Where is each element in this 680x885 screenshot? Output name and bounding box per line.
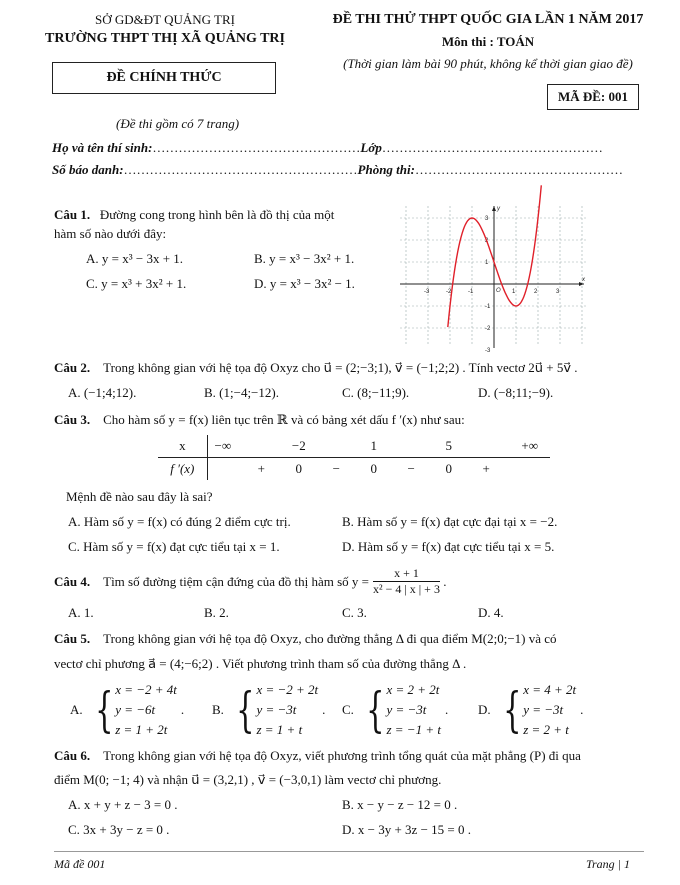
q2-option-b[interactable]: B. (1;−4;−12). [204,385,279,400]
name-field [52,140,603,156]
dept-name: SỞ GD&ĐT QUẢNG TRỊ [95,12,235,27]
sign-x-minus2: −2 [291,438,306,453]
q2-line [54,360,578,376]
sign-zero-1: 0 [295,461,303,476]
q5-option-c-brace: { [366,682,385,738]
x-tick-label: -2 [446,289,452,295]
q4-numerator: x + 1 [373,566,440,582]
q1-option-b[interactable]: B. y = x³ − 3x² + 1. [254,251,355,266]
q4-option-c[interactable]: C. 3. [342,605,367,620]
sign-table-fprime-row [158,458,550,481]
official-label: ĐỀ CHÍNH THỨC [106,70,222,85]
origin-label: O [496,288,501,294]
exam-title: ĐỀ THI THỬ THPT QUỐC GIA LẦN 1 NĂM 2017 [332,12,644,27]
footer-code: Mã đề 001 [54,857,106,871]
room-label: Phòng thi: [357,162,415,177]
q3-option-d[interactable]: D. Hàm số y = f(x) đạt cực tiểu tại x = 5. [342,539,555,554]
q1-label: Câu 1. [54,207,91,222]
q5-option-d-system [523,680,576,740]
y-tick-label: 2 [485,238,489,244]
y-tick-label: 3 [485,216,489,222]
school-name: TRƯỜNG THPT THỊ XÃ QUẢNG TRỊ [45,31,285,46]
sign-x-pos-inf: +∞ [521,438,539,453]
q5-d-eq-z: z = 2 + t [523,722,569,737]
q1-text1: Đường cong trong hình bên là đồ thị của một [99,207,335,222]
x-tick-label: -3 [424,289,430,295]
q5-line1 [54,631,557,647]
q5-a-eq-z: z = 1 + 2t [115,722,168,737]
sign-x-label: x [158,435,207,458]
q5-text1: Trong không gian với hệ tọa độ Oxyz, cho đường thẳng Δ đi qua điểm M(2;0;−1) và có [103,631,557,646]
q5-option-d-label: D. [478,702,491,717]
q4-option-a[interactable]: A. 1. [68,605,94,620]
q5-b-eq-x: x = −2 + 2t [256,682,319,697]
name-dots: ………………………………………… [152,140,361,155]
function-graph [398,202,588,354]
time-note: (Thời gian làm bài 90 phút, không kể thời gian giao đề) [343,56,633,71]
q6-option-c[interactable]: C. 3x + 3y − z = 0 . [68,822,170,837]
sign-fprime-label: f ′(x) [158,458,207,481]
q4-option-b[interactable]: B. 2. [204,605,229,620]
sign-minus-2: − [407,461,415,476]
sign-table [158,435,550,480]
q5-option-b-system [256,680,318,740]
q4-label: Câu 4. [54,573,91,589]
q5-option-d-brace: { [502,682,522,738]
q5-option-a-label: A. [70,702,83,717]
q2-option-c[interactable]: C. (8;−11;9). [342,385,410,400]
q1-line1 [54,207,334,223]
y-tick-label: -1 [485,304,491,310]
q5-d-eq-x: x = 4 + 2t [523,682,577,697]
exam-code: MÃ ĐỀ: 001 [557,89,629,104]
x-tick-label: 1 [512,289,516,295]
sbd-label: Số báo danh: [52,162,124,177]
q2-text: Trong không gian với hệ tọa độ Oxyz cho u⃗ = (2;−3;1), v⃗ = (−1;2;2) . Tính vectơ 2u⃗ + 5v⃗ . [103,360,578,375]
q5-option-a-brace: { [94,682,114,738]
y-axis-label: y [497,206,500,212]
q6-line1 [54,748,581,764]
q1-option-a[interactable]: A. y = x³ − 3x + 1. [86,251,184,266]
q4-text: Tìm số đường tiệm cận đứng của đồ thị hàm số y = [103,573,369,589]
q5-option-a-system [115,680,177,740]
q5-option-c-label: C. [342,702,354,717]
room-dots: ………………………………………… [414,162,623,177]
pages-note: (Đề thi gồm có 7 trang) [116,116,240,131]
sbd-dots: ……………………………………………… [123,162,358,177]
q6-option-a[interactable]: A. x + y + z − 3 = 0 . [68,797,178,812]
sbd-field [52,162,623,178]
q4-denominator: x² − 4 | x | + 3 [373,582,440,596]
graph-grid [400,206,586,346]
q1-option-d[interactable]: D. y = x³ − 3x² − 1. [254,276,355,291]
exam-code-box [547,84,639,110]
q5-option-d[interactable]: D. { x = 4 + 2t y = −3t z = 2 + t . [478,682,584,738]
q5-b-eq-z: z = 1 + t [256,722,303,737]
class-label: Lớp [360,140,382,155]
q5-c-eq-x: x = 2 + 2t [386,682,440,697]
x-tick-label: -1 [468,289,474,295]
q5-option-b-brace: { [236,682,255,738]
q2-option-a[interactable]: A. (−1;4;12). [68,385,137,400]
sign-x-5: 5 [445,438,452,453]
q5-c-eq-z: z = −1 + t [386,722,441,737]
q2-label: Câu 2. [54,360,91,375]
y-tick-label: 1 [485,260,489,266]
q3-label: Câu 3. [54,412,91,427]
q3-option-a[interactable]: A. Hàm số y = f(x) có đúng 2 điểm cực trị. [68,514,291,529]
x-tick-label: 3 [556,289,560,295]
q6-option-d[interactable]: D. x − 3y + 3z − 15 = 0 . [342,822,471,837]
q3-option-b[interactable]: B. Hàm số y = f(x) đạt cực đại tại x = −2. [342,514,558,529]
q5-b-eq-y: y = −3t [256,702,297,717]
q3-option-c[interactable]: C. Hàm số y = f(x) đạt cực tiểu tại x = 1. [68,539,280,554]
class-dots: …………………………………………… [381,140,603,155]
q4-option-d[interactable]: D. 4. [478,605,504,620]
q5-c-eq-y: y = −3t [386,702,427,717]
sign-zero-3: 0 [445,461,452,476]
q3-text: Cho hàm số y = f(x) liên tục trên ℝ và có bảng xét dấu f ′(x) như sau: [103,412,465,427]
q6-option-b[interactable]: B. x − y − z − 12 = 0 . [342,797,458,812]
q5-option-c-system [386,680,441,740]
sign-plus-2: + [482,461,490,476]
q5-option-a[interactable]: A. { x = −2 + 4t y = −6t z = 1 + 2t . [70,682,185,738]
official-box [52,62,276,94]
q4-fraction [373,566,440,597]
y-tick-label: -3 [485,348,491,354]
q3-line [54,412,465,428]
q5-d-eq-y: y = −3t [523,702,564,717]
q5-option-c[interactable]: C. { x = 2 + 2t y = −3t z = −1 + t . [342,682,449,738]
footer-page: Trang | 1 [586,857,630,871]
footer-rule [54,851,644,852]
q5-a-eq-y: y = −6t [115,702,156,717]
x-tick-label: 2 [534,289,538,295]
q2-option-d[interactable]: D. (−8;11;−9). [478,385,554,400]
subject: Môn thi : TOÁN [441,34,535,49]
sign-minus-1: − [332,461,340,476]
q5-text2: vectơ chỉ phương a⃗ = (4;−6;2) . Viết phương trình tham số của đường thẳng Δ . [54,656,467,671]
q3-question: Mệnh đề nào sau đây là sai? [66,489,213,504]
q6-text2: điểm M(0; −1; 4) và nhận u⃗ = (3,2,1) , v⃗ = (−3,0,1) làm vectơ chỉ phương. [54,772,442,787]
q5-option-b-label: B. [212,702,224,717]
sign-x-neg-inf: −∞ [214,438,232,453]
q5-a-eq-x: x = −2 + 4t [115,682,177,697]
sign-x-1: 1 [370,438,377,453]
sign-plus-1: + [257,461,265,476]
y-axis-arrow [492,206,496,211]
x-axis-label: x [582,277,585,283]
q1-option-c[interactable]: C. y = x³ + 3x² + 1. [86,276,187,291]
q4-line: Câu 4. Tìm số đường tiệm cận đứng của đồ thị hàm số y = $\frac{x + 1}{\text{x² − 4 | x | + 3}}$ . [54,566,447,596]
q6-label: Câu 6. [54,748,91,763]
y-tick-label: -2 [485,326,491,332]
sign-table-x-row [158,435,550,458]
q6-text1: Trong không gian với hệ tọa độ Oxyz, viết phương trình tổng quát của mặt phẳng (P) đi qua [103,748,581,763]
name-label: Họ và tên thí sinh: [52,140,153,155]
q5-option-b[interactable]: B. { x = −2 + 2t y = −3t z = 1 + t . [212,682,326,738]
sign-zero-2: 0 [370,461,377,476]
q5-label: Câu 5. [54,631,91,646]
q1-text2: hàm số nào dưới đây: [54,226,167,241]
